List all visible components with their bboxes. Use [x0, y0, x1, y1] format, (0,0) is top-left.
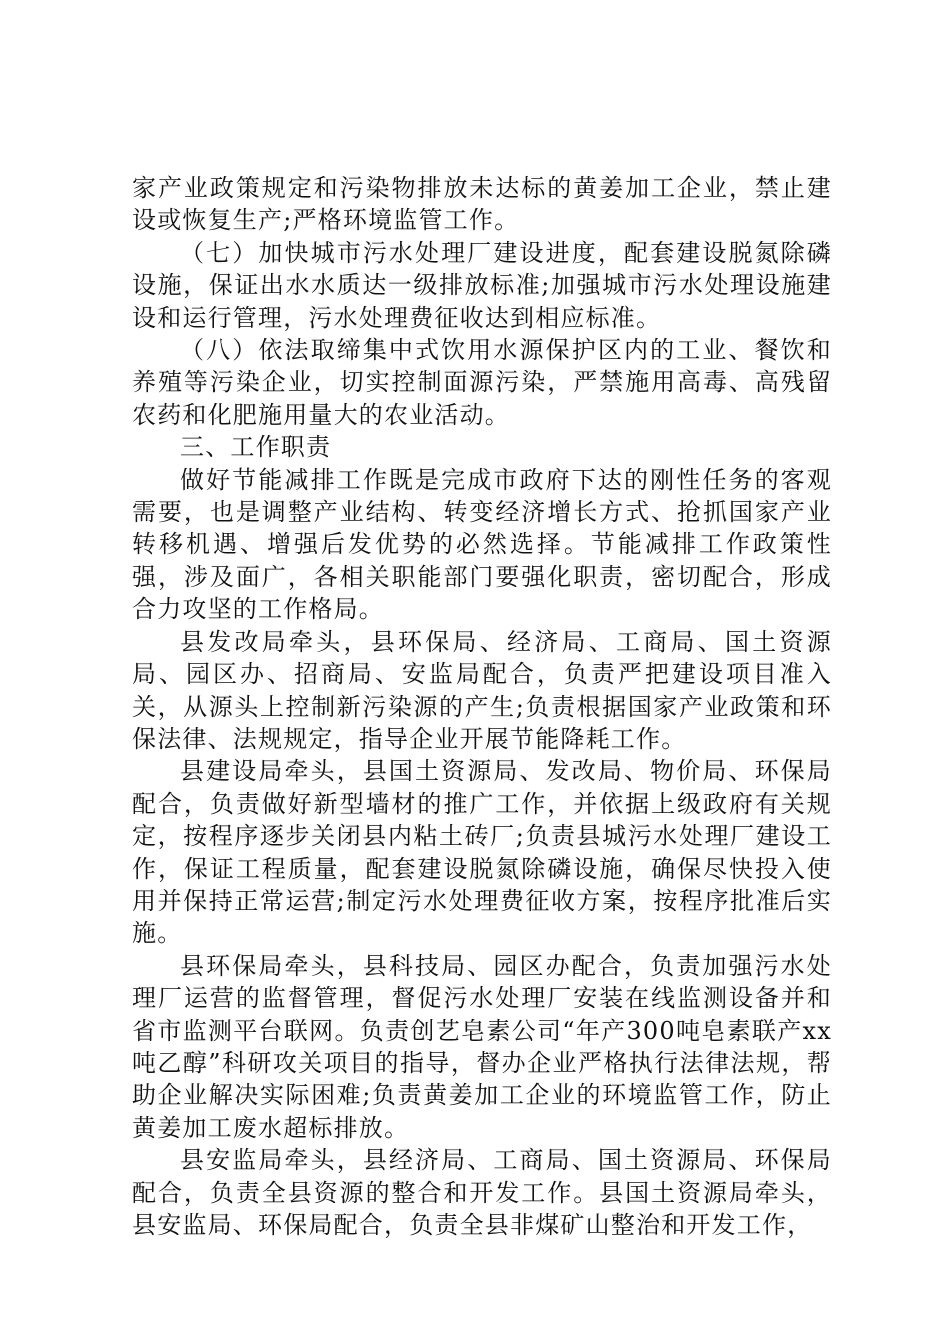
- paragraph-8: 县环保局牵头，县科技局、园区办配合，负责加强污水处理厂运营的监督管理，督促污水处理厂安装在线监测设备并和省市监测平台联网。负责创艺皂素公司“年产300吨皂素联产xx吨乙醇”科研攻关项目的指导，督办企业严格执行法律法规，帮助企业解决实际困难;负责黄姜加工企业的环境监管工作，防止黄姜加工废水超标排放。: [132, 951, 832, 1142]
- paragraph-3: （八）依法取缔集中式饮用水源保护区内的工业、餐饮和养殖等污染企业，切实控制面源污染，严禁施用高毒、高残留农药和化肥施用量大的农业活动。: [132, 336, 832, 429]
- paragraph-1: 家产业政策规定和污染物排放未达标的黄姜加工企业，禁止建设或恢复生产;严格环境监管工作。: [132, 174, 832, 235]
- paragraph-9: 县安监局牵头，县经济局、工商局、国土资源局、环保局配合，负责全县资源的整合和开发工作。县国土资源局牵头，县安监局、环保局配合，负责全县非煤矿山整治和开发工作，: [132, 1146, 832, 1239]
- paragraph-2: （七）加快城市污水处理厂建设进度，配套建设脱氮除磷设施，保证出水水质达一级排放标准;加强城市污水处理设施建设和运行管理，污水处理费征收达到相应标准。: [132, 238, 832, 332]
- section-heading: 三、工作职责: [180, 433, 332, 462]
- paragraph-6: 县发改局牵头，县环保局、经济局、工商局、国土资源局、园区办、招商局、安监局配合，负责严把建设项目准入关，从源头上控制新污染源的产生;负责根据国家产业政策和环保法律、法规规定，指导企业开展节能降耗工作。: [132, 627, 832, 753]
- paragraph-7: 县建设局牵头，县国土资源局、发改局、物价局、环保局配合，负责做好新型墙材的推广工作，并依据上级政府有关规定，按程序逐步关闭县内粘土砖厂;负责县城污水处理厂建设工作，保证工程质量，配套建设脱氮除磷设施，确保尽快投入使用并保持正常运营;制定污水处理费征收方案，按程序批准后实施。: [132, 757, 832, 948]
- paragraph-5: 做好节能减排工作既是完成市政府下达的刚性任务的客观需要，也是调整产业结构、转变经济增长方式、抢抓国家产业转移机遇、增强后发优势的必然选择。节能减排工作政策性强，涉及面广，各相关职能部门要强化职责，密切配合，形成合力攻坚的工作格局。: [132, 465, 832, 624]
- document-body: [132, 172, 832, 1241]
